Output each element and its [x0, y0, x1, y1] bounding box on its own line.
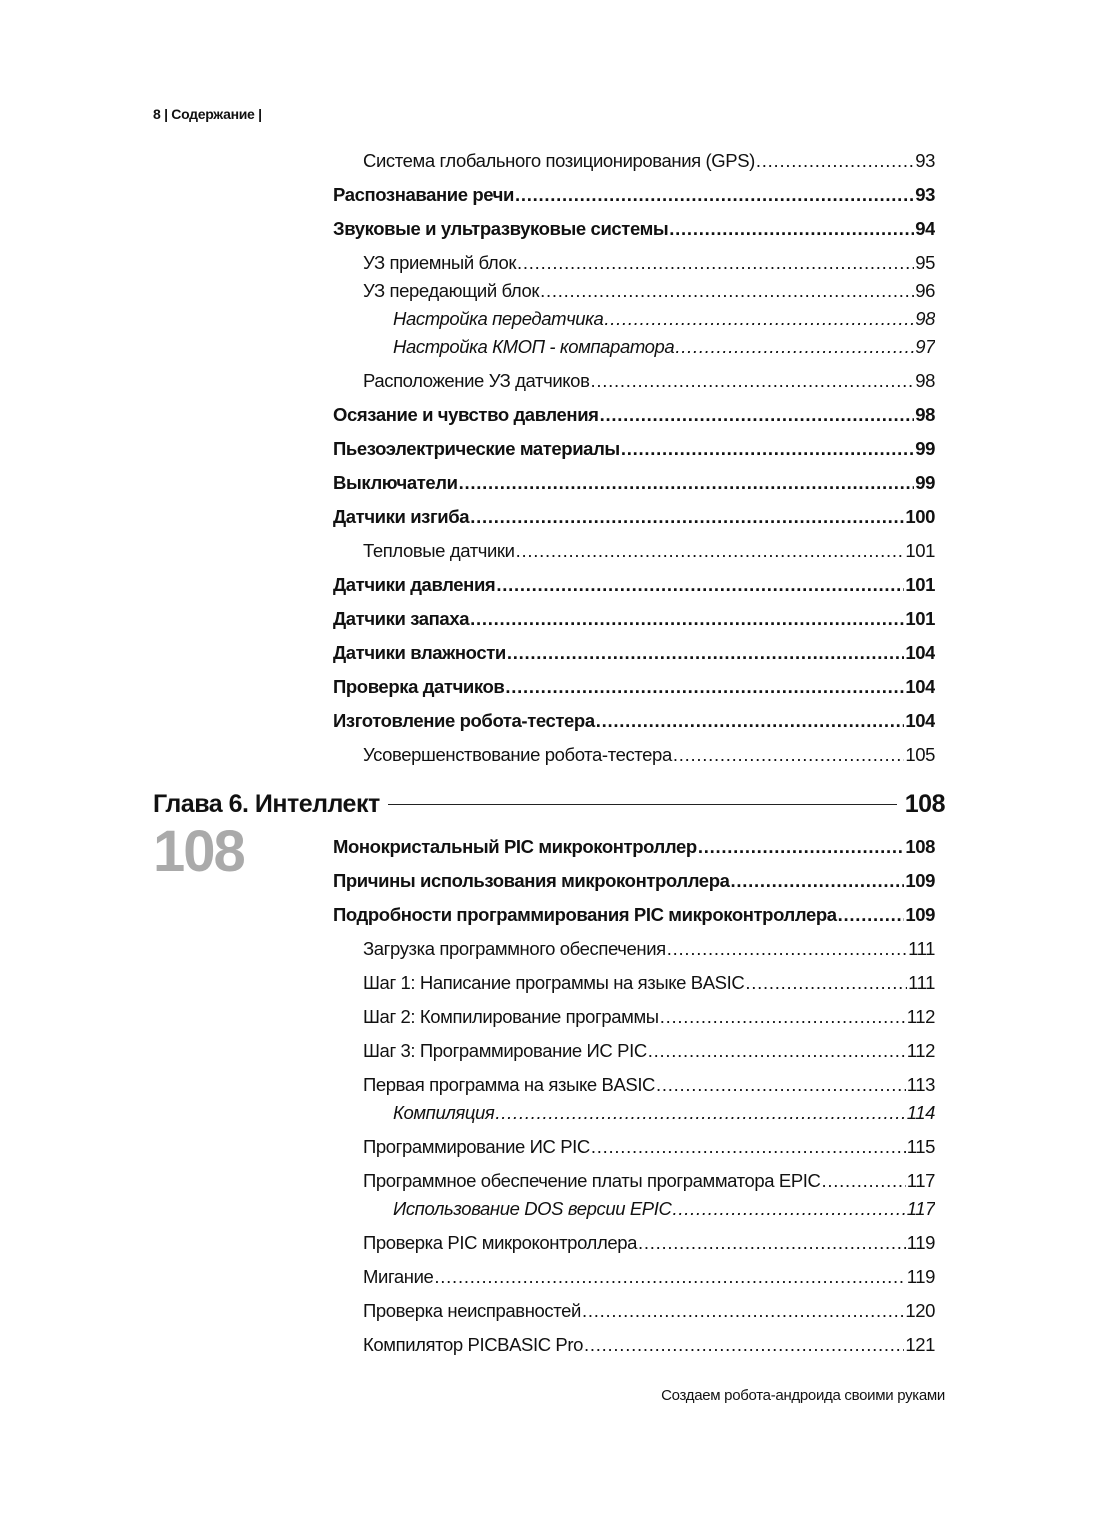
dot-leader [673, 741, 904, 769]
chapter-title: Глава 6. Интеллект [153, 790, 380, 818]
dot-leader [669, 215, 914, 243]
entry-title: Мигание [363, 1266, 434, 1287]
entry-title: Датчики запаха [333, 608, 470, 629]
toc-group [333, 741, 935, 769]
dot-leader [672, 1195, 905, 1223]
chapter-page: 108 [904, 790, 945, 818]
dot-leader [515, 181, 914, 209]
dot-leader [591, 367, 915, 395]
toc-group [333, 435, 935, 463]
entry-title: Настройка передатчика [393, 308, 604, 329]
entry-page: 97 [915, 336, 935, 357]
toc-entry[interactable] [333, 1297, 935, 1325]
dot-leader [582, 1297, 904, 1325]
entry-title: Программирование ИС PIC [363, 1136, 590, 1157]
entry-title: Использование DOS версии EPIC [393, 1198, 672, 1219]
toc-group [333, 833, 935, 861]
toc-group [333, 1297, 935, 1325]
entry-title: УЗ приемный блок [363, 252, 517, 273]
entry-title: Шаг 2: Компилирование программы [363, 1006, 659, 1027]
toc-entry[interactable] [333, 435, 935, 463]
toc-entry[interactable] [333, 707, 935, 735]
entry-page: 112 [906, 1006, 935, 1027]
dot-leader [584, 1331, 904, 1359]
toc-group [333, 1071, 935, 1127]
dot-leader [648, 1037, 906, 1065]
dot-leader [698, 833, 905, 861]
chapter-big-number: 108 [153, 819, 244, 884]
toc-entry[interactable] [333, 305, 935, 333]
entry-title: Проверка неисправностей [363, 1300, 581, 1321]
entry-page: 121 [905, 1334, 935, 1355]
toc-entry[interactable] [333, 833, 935, 861]
dot-leader [505, 673, 904, 701]
toc-entry[interactable] [333, 1133, 935, 1161]
toc-group [333, 707, 935, 735]
entry-title: Система глобального позиционирования (GPS) [363, 150, 755, 171]
running-head: 8 | Содержание | [153, 106, 262, 122]
dot-leader [434, 1263, 905, 1291]
toc-entry[interactable] [333, 1003, 935, 1031]
chapter-heading[interactable] [153, 790, 945, 819]
dot-leader [540, 277, 914, 305]
toc-group [333, 469, 935, 497]
toc-group [333, 673, 935, 701]
entry-page: 101 [905, 574, 935, 595]
entry-title: Изготовление робота-тестера [333, 710, 595, 731]
entry-title: Датчики изгиба [333, 506, 470, 527]
entry-page: 119 [906, 1232, 935, 1253]
toc-group [333, 1331, 935, 1359]
entry-page: 99 [915, 438, 935, 459]
toc-entry[interactable] [333, 333, 935, 361]
toc-entry[interactable] [333, 1263, 935, 1291]
entry-title: Распознавание речи [333, 184, 514, 205]
entry-title: Выключатели [333, 472, 458, 493]
entry-title: Пьезоэлектрические материалы [333, 438, 620, 459]
entry-page: 111 [908, 972, 935, 993]
dot-leader [821, 1167, 905, 1195]
dot-leader [745, 969, 907, 997]
toc-entry[interactable] [333, 1195, 935, 1223]
toc-entry[interactable] [333, 639, 935, 667]
chapter-rule [388, 804, 897, 805]
entry-page: 101 [905, 540, 935, 561]
dot-leader [756, 147, 914, 175]
book-title-footer: Создаем робота-андроида своими руками [661, 1387, 945, 1404]
entry-title: Компиляция [393, 1102, 495, 1123]
toc-group [333, 401, 935, 429]
entry-title: УЗ передающий блок [363, 280, 540, 301]
toc-entry[interactable] [333, 401, 935, 429]
entry-title: Тепловые датчики [363, 540, 515, 561]
entry-title: Шаг 3: Программирование ИС PIC [363, 1040, 647, 1061]
toc-entry[interactable] [333, 503, 935, 531]
toc-group [333, 181, 935, 209]
toc-section-a [333, 147, 935, 775]
toc-group [333, 249, 935, 361]
dot-leader [459, 469, 915, 497]
toc-entry[interactable] [333, 867, 935, 895]
entry-title: Проверка датчиков [333, 676, 505, 697]
entry-page: 113 [906, 1074, 935, 1095]
entry-title: Программное обеспечение платы программатора EPIC [363, 1170, 821, 1191]
toc-entry[interactable] [333, 1167, 935, 1195]
entry-page: 112 [906, 1040, 935, 1061]
toc-group [333, 147, 935, 175]
toc-entry[interactable] [333, 969, 935, 997]
toc-entry[interactable] [333, 249, 935, 277]
entry-page: 98 [915, 404, 935, 425]
dot-leader [495, 1099, 905, 1127]
toc-group [333, 537, 935, 565]
entry-title: Шаг 1: Написание программы на языке BASIC [363, 972, 745, 993]
toc-entry[interactable] [333, 741, 935, 769]
entry-page: 114 [906, 1102, 935, 1123]
dot-leader [507, 639, 904, 667]
entry-title: Настройка КМОП - компаратора [393, 336, 675, 357]
entry-page: 104 [905, 676, 935, 697]
entry-page: 104 [905, 710, 935, 731]
entry-page: 98 [915, 308, 935, 329]
entry-page: 108 [905, 836, 935, 857]
entry-title: Монокристальный PIC микроконтроллер [333, 836, 697, 857]
toc-group [333, 1003, 935, 1031]
toc-entry[interactable] [333, 901, 935, 929]
entry-title: Загрузка программного обеспечения [363, 938, 666, 959]
entry-page: 95 [915, 252, 935, 273]
dot-leader [470, 605, 904, 633]
dot-leader [470, 503, 904, 531]
toc-entry[interactable] [333, 367, 935, 395]
entry-page: 105 [905, 744, 935, 765]
toc-entry[interactable] [333, 147, 935, 175]
dot-leader [675, 333, 914, 361]
entry-page: 120 [905, 1300, 935, 1321]
entry-page: 94 [915, 218, 935, 239]
entry-title: Подробности программирования PIC микроконтроллера [333, 904, 837, 925]
toc-group [333, 901, 935, 929]
toc-group [333, 867, 935, 895]
entry-page: 115 [906, 1136, 935, 1157]
dot-leader [838, 901, 905, 929]
toc-entry[interactable] [333, 215, 935, 243]
toc-entry[interactable] [333, 181, 935, 209]
entry-title: Первая программа на языке BASIC [363, 1074, 656, 1095]
toc-group [333, 503, 935, 531]
toc-group [333, 367, 935, 395]
toc-group [333, 969, 935, 997]
entry-title: Звуковые и ультразвуковые системы [333, 218, 669, 239]
entry-page: 99 [915, 472, 935, 493]
dot-leader [516, 537, 905, 565]
entry-title: Усовершенствование робота-тестера [363, 744, 672, 765]
toc-entry[interactable] [333, 277, 935, 305]
toc-group [333, 935, 935, 963]
toc-section-b [333, 833, 935, 1365]
toc-group [333, 639, 935, 667]
toc-group [333, 605, 935, 633]
toc-group [333, 215, 935, 243]
entry-title: Проверка PIC микроконтроллера [363, 1232, 638, 1253]
toc-entry[interactable] [333, 1229, 935, 1257]
toc-entry[interactable] [333, 571, 935, 599]
toc-entry[interactable] [333, 1099, 935, 1127]
toc-entry[interactable] [333, 469, 935, 497]
toc-group [333, 1263, 935, 1291]
dot-leader [660, 1003, 906, 1031]
entry-page: 117 [906, 1198, 935, 1219]
entry-page: 109 [905, 870, 935, 891]
entry-page: 93 [915, 184, 935, 205]
entry-page: 93 [915, 150, 935, 171]
toc-group [333, 1133, 935, 1161]
toc-entry[interactable] [333, 537, 935, 565]
toc-entry[interactable] [333, 1331, 935, 1359]
entry-title: Причины использования микроконтроллера [333, 870, 730, 891]
toc-entry[interactable] [333, 935, 935, 963]
dot-leader [496, 571, 904, 599]
entry-title: Компилятор PICBASIC Pro [363, 1334, 584, 1355]
entry-page: 117 [906, 1170, 935, 1191]
dot-leader [604, 305, 914, 333]
dot-leader [517, 249, 914, 277]
dot-leader [667, 935, 907, 963]
entry-title: Расположение УЗ датчиков [363, 370, 590, 391]
dot-leader [600, 401, 915, 429]
entry-page: 96 [915, 280, 935, 301]
entry-page: 104 [905, 642, 935, 663]
dot-leader [730, 867, 904, 895]
dot-leader [596, 707, 905, 735]
toc-group [333, 1229, 935, 1257]
entry-page: 101 [905, 608, 935, 629]
toc-entry[interactable] [333, 1071, 935, 1099]
toc-group [333, 1167, 935, 1223]
dot-leader [638, 1229, 906, 1257]
dot-leader [621, 435, 914, 463]
toc-entry[interactable] [333, 673, 935, 701]
entry-title: Датчики давления [333, 574, 496, 595]
dot-leader [591, 1133, 906, 1161]
toc-entry[interactable] [333, 1037, 935, 1065]
toc-group [333, 1037, 935, 1065]
entry-page: 119 [906, 1266, 935, 1287]
entry-page: 100 [905, 506, 935, 527]
dot-leader [656, 1071, 906, 1099]
entry-page: 111 [908, 938, 935, 959]
toc-group [333, 571, 935, 599]
toc-entry[interactable] [333, 605, 935, 633]
entry-title: Осязание и чувство давления [333, 404, 599, 425]
entry-page: 109 [905, 904, 935, 925]
entry-page: 98 [915, 370, 935, 391]
entry-title: Датчики влажности [333, 642, 506, 663]
